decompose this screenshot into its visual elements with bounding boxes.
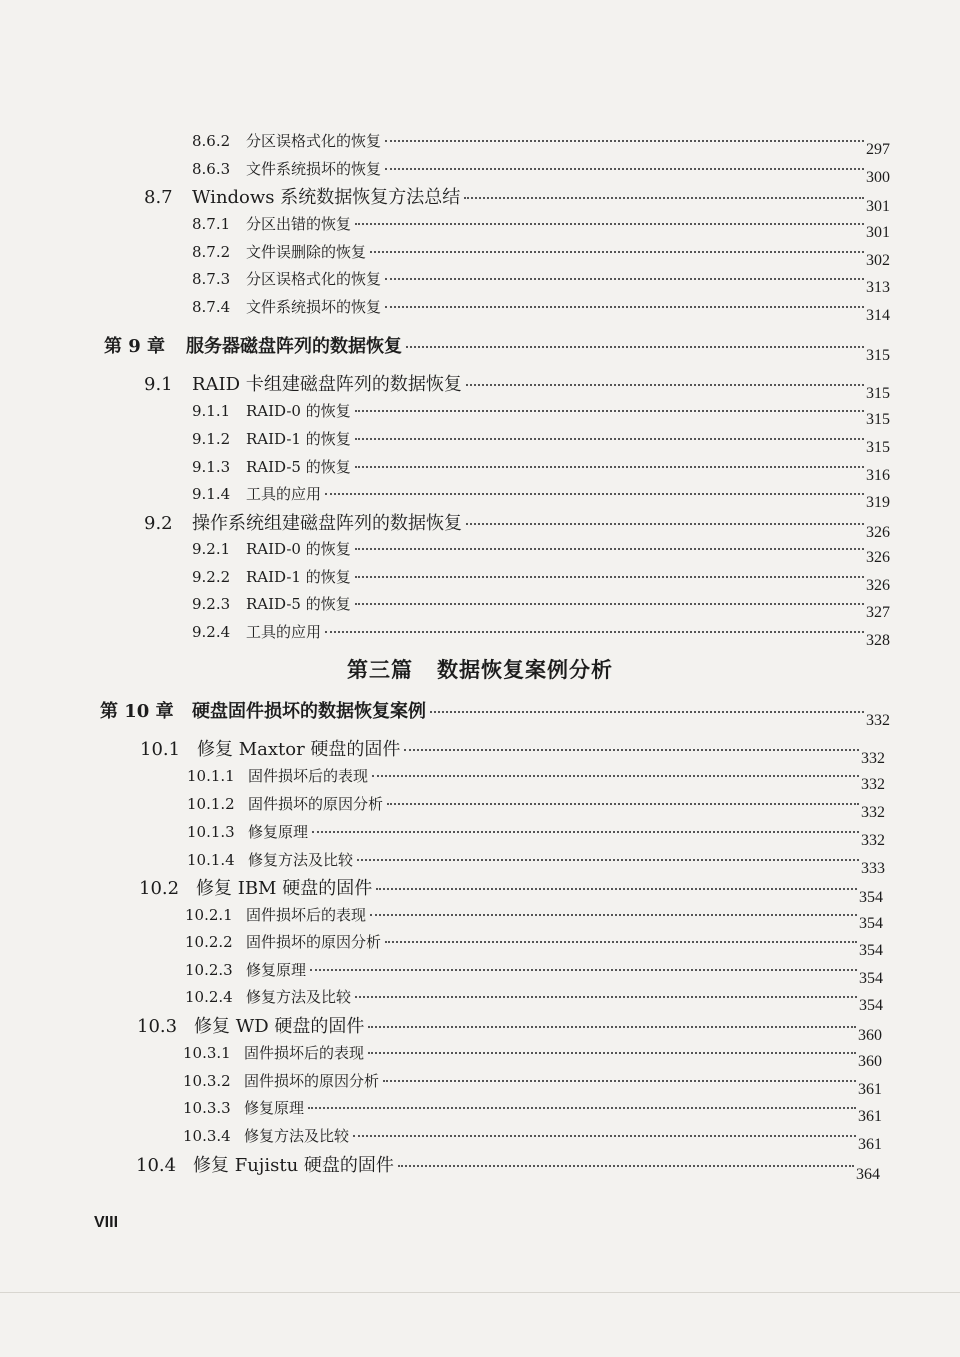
toc-entry [192,456,890,484]
entry-number: 8.6.2 [192,132,231,150]
entry-number: 10.2.2 [185,933,233,951]
dot-leader [385,140,864,142]
entry-number: 10.4 [136,1155,177,1176]
entry-page: 326 [866,577,890,594]
entry-number: 10.1.3 [187,823,235,841]
entry-page: 333 [861,860,885,877]
dot-leader [404,749,859,751]
entry-page: 326 [866,549,890,566]
entry-title: 文件误删除的恢复 [246,243,367,261]
entry-title: 固件损坏的原因分析 [246,933,382,951]
entry-number: 10.1.1 [187,767,235,785]
entry-title: RAID-1 的恢复 [246,430,351,448]
entry-title: Windows 系统数据恢复方法总结 [192,187,461,208]
entry-number: 10.3.4 [183,1127,231,1145]
entry-title: 修复方法及比较 [248,851,354,869]
toc-entry [192,130,890,158]
entry-title: 修复 Maxtor 硬盘的固件 [197,739,401,760]
entry-number: 8.7.3 [192,270,231,288]
dot-leader [387,803,859,805]
entry-number: 10.2 [139,878,180,899]
entry-page: 301 [866,198,890,215]
entry-page: 302 [866,252,890,269]
toc-entry [192,213,890,241]
entry-number: 8.7.4 [192,298,231,316]
dot-leader [466,523,864,525]
entry-title: 修复方法及比较 [246,988,352,1006]
entry-title: RAID-5 的恢复 [246,595,351,613]
toc-entry [192,538,890,566]
toc-chapter [100,697,890,729]
entry-page: 332 [861,804,885,821]
part-label: 第三篇 [347,657,413,682]
entry-page: 315 [866,439,890,456]
entry-number: 10.1 [140,739,181,760]
entry-page: 354 [859,942,883,959]
part-title: 数据恢复案例分析 [437,657,613,682]
entry-title: 固件损坏的原因分析 [248,795,384,813]
entry-title: 工具的应用 [246,485,322,503]
dot-leader [464,197,864,199]
toc-entry [187,793,885,821]
dot-leader [355,466,864,468]
entry-title: 分区出错的恢复 [246,215,352,233]
entry-number: 10.1.4 [187,851,235,869]
toc-entry [183,1070,882,1098]
entry-page: 360 [858,1027,882,1044]
entry-number: 10.3.1 [183,1044,231,1062]
entry-number: 8.7 [144,187,173,208]
dot-leader [355,223,864,225]
dot-leader [353,1135,856,1137]
entry-page: 332 [861,776,885,793]
entry-title: 固件损坏后的表现 [244,1044,365,1062]
entry-page: 316 [866,467,890,484]
entry-number: 9.2.1 [192,540,231,558]
dot-leader [372,775,859,777]
entry-title: 操作系统组建磁盘阵列的数据恢复 [192,513,462,534]
entry-page: 327 [866,604,890,621]
chapter-page: 332 [866,712,890,729]
entry-number: 9.1.4 [192,485,231,503]
toc-entry [192,400,890,428]
toc-entry [192,483,890,511]
toc-entry [192,593,890,621]
dot-leader [325,493,864,495]
entry-title: 文件系统损坏的恢复 [246,160,382,178]
dot-leader [370,251,864,253]
dot-leader [355,603,864,605]
toc-entry [187,821,885,849]
toc-chapter [104,332,890,364]
toc-entry [187,849,885,877]
entry-page: 361 [858,1108,882,1125]
entry-number: 10.2.1 [185,906,233,924]
entry-number: 10.2.4 [185,988,233,1006]
entry-number: 9.1.2 [192,430,231,448]
entry-number: 8.6.3 [192,160,231,178]
entry-page: 360 [858,1053,882,1070]
chapter-title: 硬盘固件损坏的数据恢复案例 [192,701,426,722]
entry-page: 297 [866,141,890,158]
entry-title: 固件损坏后的表现 [246,906,367,924]
entry-page: 301 [866,224,890,241]
entry-title: RAID 卡组建磁盘阵列的数据恢复 [192,374,462,395]
dot-leader [355,996,857,998]
entry-page: 332 [861,832,885,849]
dot-leader [355,410,864,412]
toc-entry [185,959,883,987]
entry-title: RAID-5 的恢复 [246,458,351,476]
toc-entry [140,735,885,767]
entry-page: 313 [866,279,890,296]
entry-title: RAID-0 的恢复 [246,402,351,420]
dot-leader [368,1052,856,1054]
entry-title: 分区误格式化的恢复 [246,270,382,288]
dot-leader [357,859,859,861]
entry-number: 10.3.3 [183,1099,231,1117]
chapter-number: 第 10 章 [100,701,174,722]
entry-number: 9.1 [144,374,173,395]
entry-title: 修复 IBM 硬盘的固件 [196,878,373,899]
dot-leader [383,1080,856,1082]
chapter-number: 第 9 章 [104,336,166,357]
entry-page: 300 [866,169,890,186]
entry-page: 354 [859,915,883,932]
dot-leader [368,1026,856,1028]
entry-page: 354 [859,997,883,1014]
entry-page: 326 [866,524,890,541]
entry-number: 9.2.3 [192,595,231,613]
dot-leader [398,1165,854,1167]
dot-leader [385,306,864,308]
entry-page: 354 [859,970,883,987]
toc-entry [192,241,890,269]
toc-entry [139,874,883,906]
entry-number: 10.3.2 [183,1072,231,1090]
entry-page: 332 [861,750,885,767]
toc-entry [187,765,885,793]
toc-entry [192,268,890,296]
dot-leader [325,631,864,633]
entry-title: 修复 WD 硬盘的固件 [194,1016,365,1037]
toc-entry [192,428,890,456]
entry-title: 工具的应用 [246,623,322,641]
dot-leader [370,914,857,916]
entry-number: 9.2 [144,513,173,534]
dot-leader [355,438,864,440]
toc-entry [192,296,890,324]
entry-number: 9.2.2 [192,568,231,586]
entry-title: 修复原理 [248,823,309,841]
toc-entry [185,904,883,932]
toc-entry [137,1012,882,1044]
toc-entry [183,1097,882,1125]
dot-leader [310,969,857,971]
toc-entry [144,509,890,541]
entry-page: 361 [858,1081,882,1098]
dot-leader [308,1107,856,1109]
scan-edge-line [0,1292,960,1293]
entry-title: 固件损坏后的表现 [248,767,369,785]
chapter-page: 315 [866,347,890,364]
dot-leader [355,548,864,550]
dot-leader [385,168,864,170]
toc-entry [192,158,890,186]
entry-page: 361 [858,1136,882,1153]
toc-entry [183,1125,882,1153]
entry-page: 328 [866,632,890,649]
entry-page: 315 [866,385,890,402]
dot-leader [385,278,864,280]
entry-title: RAID-0 的恢复 [246,540,351,558]
entry-number: 10.2.3 [185,961,233,979]
toc-entry [192,621,890,649]
entry-title: 修复 Fujistu 硬盘的固件 [193,1155,394,1176]
dot-leader [430,711,864,713]
entry-number: 10.3 [137,1016,178,1037]
entry-number: 8.7.2 [192,243,231,261]
entry-number: 9.1.3 [192,458,231,476]
chapter-title: 服务器磁盘阵列的数据恢复 [186,336,402,357]
toc-entry [144,370,890,402]
page-number-footer: VIII [94,1214,119,1231]
toc-entry [136,1151,880,1183]
entry-title: 固件损坏的原因分析 [244,1072,380,1090]
entry-page: 314 [866,307,890,324]
entry-number: 8.7.1 [192,215,231,233]
entry-page: 315 [866,411,890,428]
dot-leader [312,831,859,833]
dot-leader [385,941,857,943]
toc-entry [185,986,883,1014]
entry-title: 文件系统损坏的恢复 [246,298,382,316]
dot-leader [466,384,864,386]
entry-title: 分区误格式化的恢复 [246,132,382,150]
dot-leader [376,888,857,890]
toc-entry [192,566,890,594]
entry-title: 修复方法及比较 [244,1127,350,1145]
entry-title: 修复原理 [244,1099,305,1117]
toc-entry [144,183,890,215]
entry-title: 修复原理 [246,961,307,979]
entry-page: 319 [866,494,890,511]
entry-title: RAID-1 的恢复 [246,568,351,586]
dot-leader [355,576,864,578]
entry-number: 9.1.1 [192,402,231,420]
entry-number: 10.1.2 [187,795,235,813]
toc-entry [185,931,883,959]
toc-entry [183,1042,882,1070]
entry-page: 354 [859,889,883,906]
entry-number: 9.2.4 [192,623,231,641]
entry-page: 364 [856,1166,880,1183]
part-heading [0,654,960,684]
dot-leader [406,346,864,348]
